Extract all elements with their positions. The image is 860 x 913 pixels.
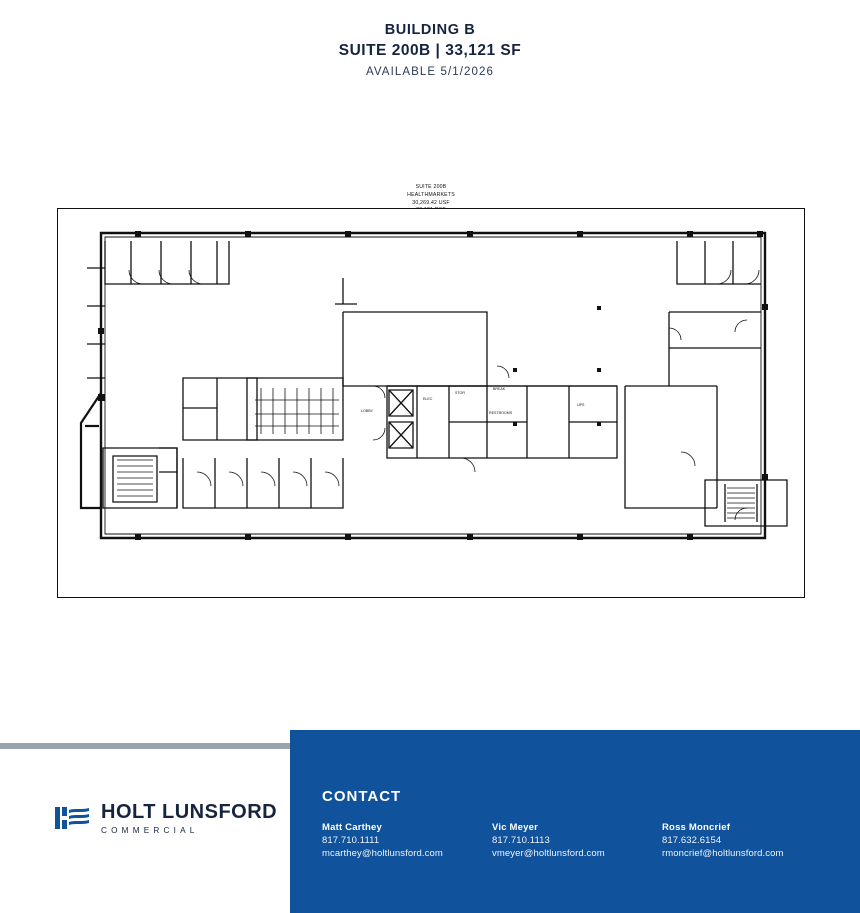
contact-name: Ross Moncrief (662, 822, 731, 833)
company-logo (55, 802, 277, 835)
contact-phone[interactable]: 817.710.1113 (492, 835, 550, 846)
contact-phone[interactable]: 817.710.1111 (322, 835, 380, 846)
contact-card (322, 822, 492, 861)
svg-text:UPS: UPS (577, 403, 585, 407)
svg-text:STOR: STOR (455, 391, 465, 395)
page-footer (0, 730, 860, 913)
suite-size-title: SUITE 200B | 33,121 SF (338, 42, 522, 59)
contact-name: Matt Carthey (322, 822, 382, 833)
logo-text (101, 802, 277, 835)
contact-heading: CONTACT (322, 788, 402, 805)
suite-annotation-line-1: SUITE 200B (415, 184, 447, 190)
svg-text:BREAK: BREAK (493, 387, 506, 391)
suite-annotation-line-2: HEALTHMARKETS (407, 191, 455, 198)
contact-card (662, 822, 832, 861)
building-title: BUILDING B (384, 22, 476, 38)
floorplan (57, 184, 805, 598)
svg-text:RESTROOMS: RESTROOMS (489, 411, 513, 415)
contact-card (492, 822, 662, 861)
footer-grey-bar (0, 743, 290, 749)
contact-name: Vic Meyer (492, 822, 538, 833)
suite-annotation-line-3: 30,269.42 USF (412, 199, 450, 206)
floorplan-drawing (57, 208, 805, 598)
contact-email[interactable]: vmeyer@holtlunsford.com (492, 847, 605, 859)
contact-email[interactable]: mcarthey@holtlunsford.com (322, 847, 443, 859)
logo-tagline: COMMERCIAL (101, 826, 199, 835)
contact-list (322, 822, 832, 861)
svg-text:ELEC: ELEC (423, 397, 433, 401)
contact-phone[interactable]: 817.632.6154 (662, 835, 722, 846)
holt-lunsford-mark-icon (55, 805, 89, 833)
contact-panel (290, 730, 860, 913)
logo-name: HOLT LUNSFORD (101, 801, 278, 823)
svg-text:LOBBY: LOBBY (361, 409, 373, 413)
contact-email[interactable]: rmoncrief@holtlunsford.com (662, 847, 784, 859)
page-header (0, 0, 860, 78)
availability-date: AVAILABLE 5/1/2026 (365, 66, 495, 78)
